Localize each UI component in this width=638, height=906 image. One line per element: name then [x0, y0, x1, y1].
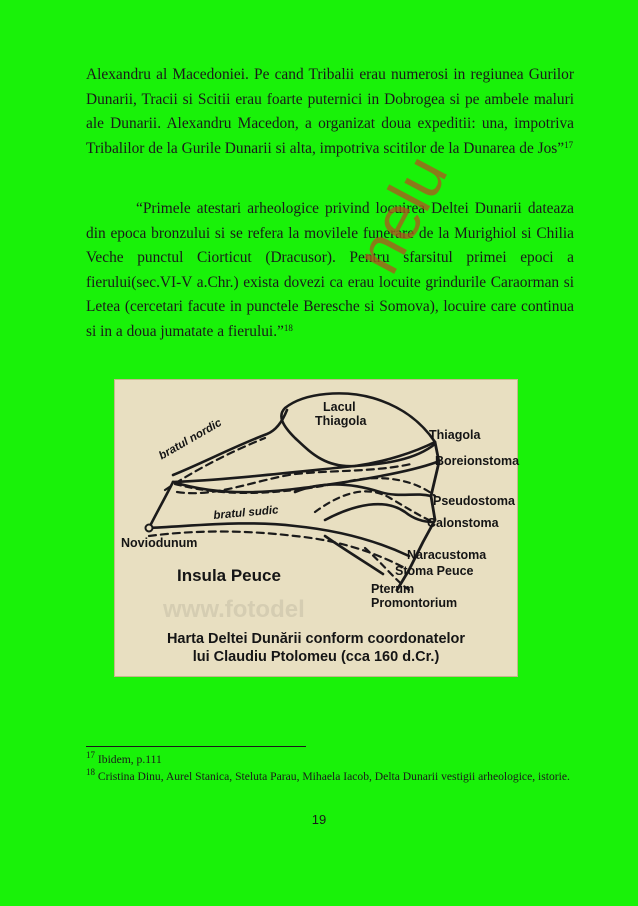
map-label-bratul-sudic: bratul sudic [213, 504, 279, 522]
map-label-naracustoma: Naracustoma [407, 548, 487, 562]
map-label-promontorium: Promontorium [371, 596, 458, 610]
map-label-boreionstoma: Boreionstoma [435, 454, 520, 468]
paragraph-1 [86, 63, 574, 161]
footnote-ref-18[interactable]: 18 [283, 322, 293, 333]
map-label-lake-thiagola: Thiagola [315, 414, 367, 428]
noviodunum-marker [146, 525, 153, 532]
paragraph-1-text: Alexandru al Macedoniei. Pe cand Tribalii erau numerosi in regiunea Gurilor Dunarii, Tracii si Scitii erau foarte puternici in Dobrogea si pe ambele maluri ale Dunarii. Alexandru Macedon, a organizat doua expeditii: una, impotriva Tribalilor de la Gurile Dunarii si alta, impotriva scitilor de la Dunarea de Jos” [86, 66, 574, 157]
footnote-17-number: 17 [86, 750, 95, 760]
footnote-17 [86, 752, 586, 768]
middle-channel-2 [295, 484, 431, 496]
map-caption-line-1: Harta Deltei Dunării conform coordonatelor [166, 631, 466, 647]
map-label-insula-peuce: Insula Peuce [177, 566, 281, 585]
map-caption-line-2: lui Claudiu Ptolomeu (cca 160 d.Cr.) [192, 649, 440, 665]
map-label-pseudostoma: Pseudostoma [433, 494, 515, 508]
map-caption [121, 630, 511, 666]
map-label-bratul-nordic: bratul nordic [157, 416, 224, 463]
map-label-calonstoma: Calonstoma [427, 516, 499, 530]
paragraph-2-text: “Primele atestari arheologice privind locuirea Deltei Dunarii dateaza din epoca bronzului si se refera la movilele funerare de la Murighiol si Chilia Veche punctul Ciorticut (Dracusor). Pentru sfarsitul primei epoci a fierului(sec.VI-V a.Chr.) exista dovezi ca erau locuite grindurile Caraorman si Letea (cercetari facute in punctele Beresche si Somova), locuire care continua si in a doua jumatate a fierului.” [86, 200, 574, 340]
map-label-thiagola: Thiagola [429, 428, 481, 442]
map-label-lacul: Lacul [323, 400, 356, 414]
page-watermark: nelu [340, 143, 462, 285]
map-label-pterum: Pterum [371, 582, 415, 596]
footnote-18-text: Cristina Dinu, Aurel Stanica, Steluta Parau, Mihaela Iacob, Delta Dunarii vestigii arheologice, istorie. [97, 770, 570, 783]
page-number: 19 [311, 812, 327, 827]
paragraph-2 [86, 197, 574, 344]
map-label-noviodunum: Noviodunum [121, 536, 198, 550]
footnote-17-text: Ibidem, p.111 [97, 753, 162, 766]
map-watermark: www.fotodel [163, 596, 305, 623]
footnote-divider [86, 746, 306, 747]
footnote-18-number: 18 [86, 767, 95, 777]
footnote-ref-17[interactable]: 17 [564, 139, 574, 150]
map-label-stoma-peuce: Stoma Peuce [395, 564, 474, 578]
delta-map-figure [114, 379, 518, 677]
footnote-18 [86, 769, 586, 785]
connector [149, 482, 173, 528]
